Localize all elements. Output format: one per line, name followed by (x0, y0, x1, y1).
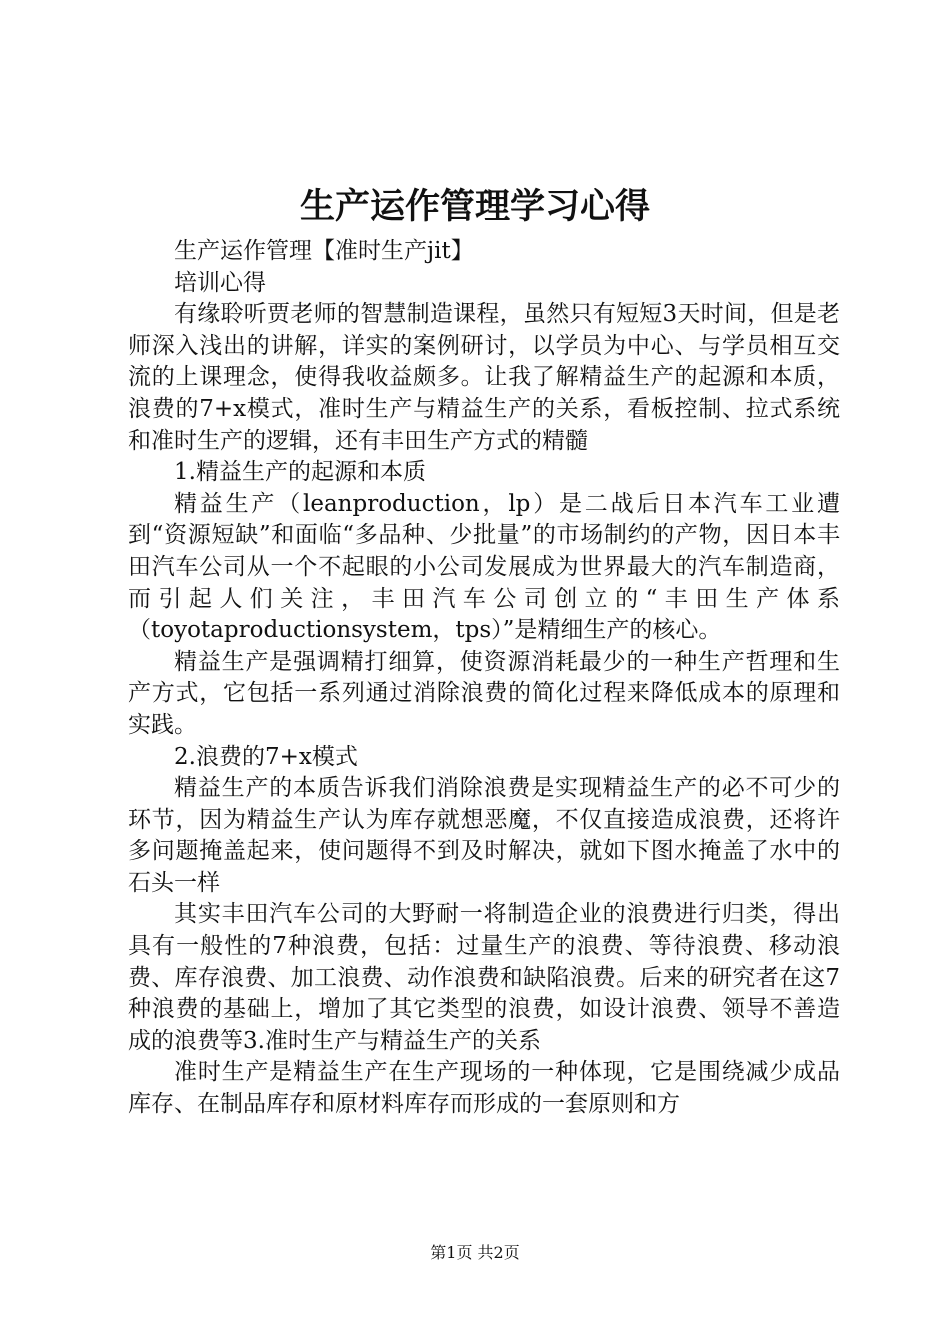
section-heading-1: 1.精益生产的起源和本质 (174, 459, 426, 486)
document-body (128, 236, 840, 1121)
paragraph: 准时生产是精益生产在生产现场的一种体现，它是围绕减少成品库存、在制品库存和原材料库存而形成的一套原则和方 (128, 1059, 840, 1118)
paragraph: 其实丰田汽车公司的大野耐一将制造企业的浪费进行归类，得出具有一般性的7种浪费，包括：过量生产的浪费、等待浪费、移动浪费、库存浪费、加工浪费、动作浪费和缺陷浪费。后来的研究者在这7种浪费的基础上，增加了其它类型的浪费，如设计浪费、领导不善造成的浪费等3.准时生产与精益生产的关系 (128, 901, 840, 1054)
paragraph: 精益生产（leanproduction，lp）是二战后日本汽车工业遭到“资源短缺”和面临“多品种、少批量”的市场制约的产物，因日本丰田汽车公司从一个不起眼的小公司发展成为世界最大的汽车制造商，而引起人们关注，丰田汽车公司创立的“丰田生产体系（toyotaproductionsystem，tps）”是精细生产的核心。 (128, 490, 840, 644)
paragraph-subtitle-2: 培训心得 (174, 269, 266, 296)
paragraph-intro: 有缘聆听贾老师的智慧制造课程，虽然只有短短3天时间，但是老师深入浅出的讲解，详实的案例研讨，以学员为中心、与学员相互交流的上课理念，使得我收益颇多。让我了解精益生产的起源和本质，浪费的7+x模式，准时生产与精益生产的关系，看板控制、拉式系统和准时生产的逻辑，还有丰田生产方式的精髓 (128, 301, 840, 454)
page-footer: 第1页 共2页 (430, 1243, 520, 1262)
paragraph: 精益生产的本质告诉我们消除浪费是实现精益生产的必不可少的环节，因为精益生产认为库存就想恶魔，不仅直接造成浪费，还将许多问题掩盖起来，使问题得不到及时解决，就如下图水掩盖了水中的石头一样 (128, 775, 840, 896)
document-title: 生产运作管理学习心得 (299, 187, 650, 227)
section-heading-2: 2.浪费的7+x模式 (174, 743, 358, 770)
paragraph: 精益生产是强调精打细算，使资源消耗最少的一种生产哲理和生产方式，它包括一系列通过消除浪费的简化过程来降低成本的原理和实践。 (128, 648, 840, 738)
paragraph-subtitle: 生产运作管理【准时生产jit】 (174, 238, 474, 264)
